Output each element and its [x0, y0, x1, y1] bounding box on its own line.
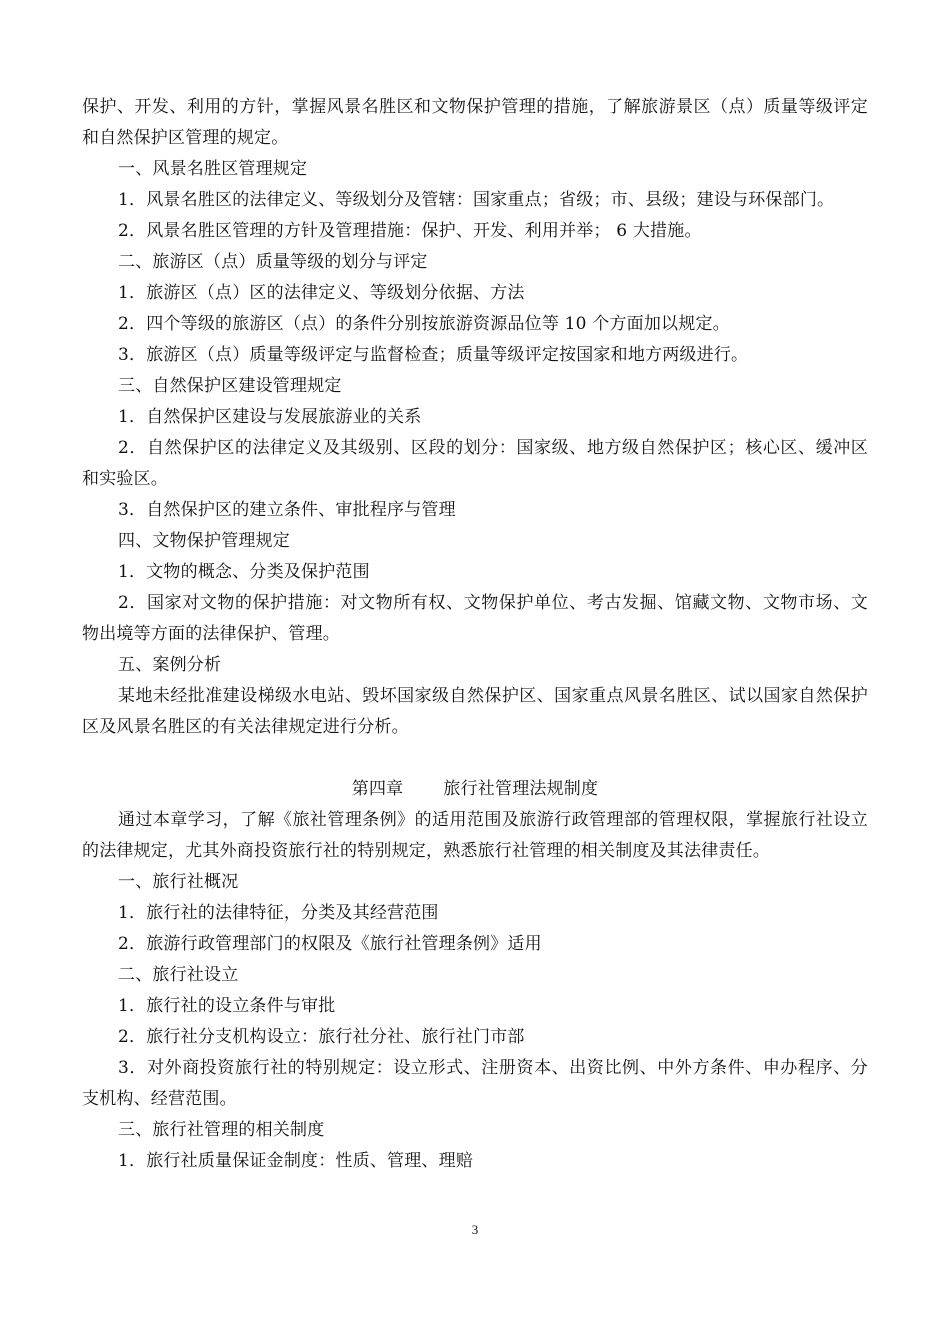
paragraph: 某地未经批准建设梯级水电站、毁坏国家级自然保护区、国家重点风景名胜区、试以国家自然保护区及风景名胜区的有关法律规定进行分析。: [82, 686, 868, 737]
paragraph: 2．旅行社分支机构设立：旅行社分社、旅行社门市部: [118, 1027, 525, 1047]
paragraph: 二、旅游区（点）质量等级的划分与评定: [118, 252, 428, 272]
paragraph: 三、自然保护区建设管理规定: [118, 376, 342, 396]
paragraph: 通过本章学习，了解《旅社管理条例》的适用范围及旅游行政管理部的管理权限，掌握旅行社设立的法律规定，尤其外商投资旅行社的特别规定，熟悉旅行社管理的相关制度及其法律责任。: [82, 810, 868, 861]
paragraph: 1．文物的概念、分类及保护范围: [118, 562, 370, 582]
paragraph: 1．旅行社质量保证金制度：性质、管理、理赔: [118, 1151, 474, 1171]
chapter-heading: [82, 774, 868, 805]
paragraph: 3．对外商投资旅行社的特别规定：设立形式、注册资本、出资比例、中外方条件、申办程序、分支机构、经营范围。: [82, 1058, 868, 1109]
paragraph: 一、风景名胜区管理规定: [118, 159, 308, 179]
chapter-title: 旅行社管理法规制度: [443, 779, 599, 799]
paragraph: 1．旅行社的法律特征，分类及其经营范围: [118, 903, 439, 923]
paragraph: 1．旅游区（点）区的法律定义、等级划分依据、方法: [118, 283, 525, 303]
paragraph: 保护、开发、利用的方针，掌握风景名胜区和文物保护管理的措施，了解旅游景区（点）质量等级评定和自然保护区管理的规定。: [82, 97, 868, 148]
paragraph: 1．自然保护区建设与发展旅游业的关系: [118, 407, 422, 427]
paragraph: 3．自然保护区的建立条件、审批程序与管理: [118, 500, 456, 520]
page-content: [82, 92, 868, 1177]
paragraph: 2．自然保护区的法律定义及其级别、区段的划分：国家级、地方级自然保护区；核心区、缓冲区和实验区。: [82, 438, 868, 489]
paragraph: 3．旅游区（点）质量等级评定与监督检查；质量等级评定按国家和地方两级进行。: [118, 345, 749, 365]
paragraph: 1．风景名胜区的法律定义、等级划分及管辖：国家重点；省级；市、县级；建设与环保部门。: [118, 190, 835, 210]
paragraph: 二、旅行社设立: [118, 965, 239, 985]
chapter-number: 第四章: [351, 779, 404, 799]
paragraph: 1．旅行社的设立条件与审批: [118, 996, 336, 1016]
paragraph: 四、文物保护管理规定: [118, 531, 290, 551]
section-travel-agency: [82, 805, 868, 1177]
section-scenic-and-heritage: [82, 92, 868, 743]
paragraph: 2．旅游行政管理部门的权限及《旅行社管理条例》适用: [118, 934, 542, 954]
blank-line: [82, 743, 868, 774]
paragraph: 2．四个等级的旅游区（点）的条件分别按旅游资源品位等 10 个方面加以规定。: [118, 314, 730, 334]
paragraph: 2．国家对文物的保护措施：对文物所有权、文物保护单位、考古发掘、馆藏文物、文物市场、文物出境等方面的法律保护、管理。: [82, 593, 868, 644]
paragraph: 五、案例分析: [118, 655, 222, 675]
paragraph: 一、旅行社概况: [118, 872, 239, 892]
page-number: 3: [471, 1222, 479, 1237]
paragraph: 三、旅行社管理的相关制度: [118, 1120, 325, 1140]
paragraph: 2．风景名胜区管理的方针及管理措施：保护、开发、利用并举； 6 大措施。: [118, 221, 702, 241]
